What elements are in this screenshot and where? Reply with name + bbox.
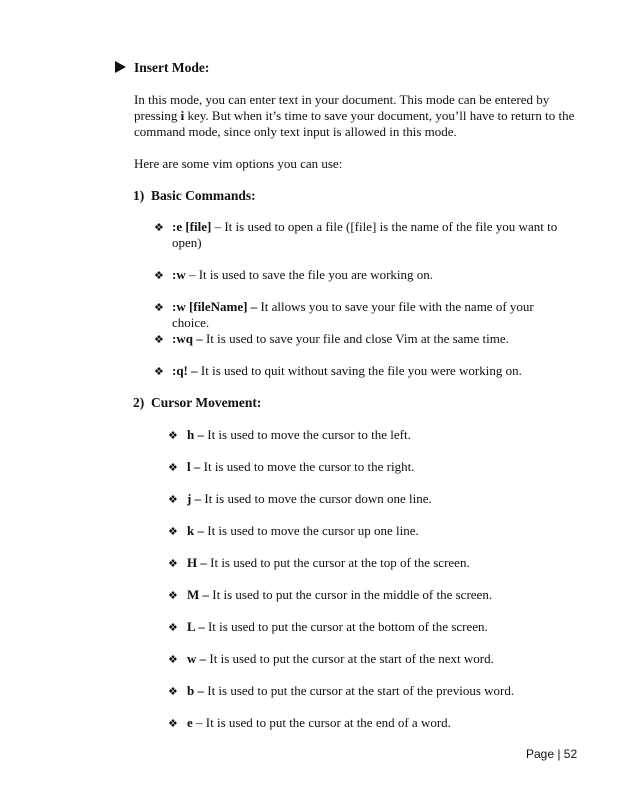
command-key: e	[187, 715, 193, 730]
section-title: Insert Mode:	[134, 60, 210, 75]
command-description: It is used to quit without saving the file you were working on.	[197, 363, 522, 378]
command-description: It is used to save your file and close Vim at the same time.	[202, 331, 509, 346]
diamond-dots-icon: ❖	[154, 222, 164, 234]
page-number: Page | 52	[526, 747, 578, 761]
diamond-dots-icon: ❖	[168, 686, 178, 698]
command-description: It is used to put the cursor in the middle of the screen.	[209, 587, 493, 602]
diamond-dots-icon: ❖	[168, 558, 178, 570]
list-item-text	[187, 523, 577, 539]
arrow-right-icon	[115, 61, 126, 73]
list-item-text	[187, 459, 577, 475]
command-key: h –	[187, 427, 204, 442]
command-description: – It is used to save the file you are working on.	[185, 267, 434, 282]
diamond-dots-icon: ❖	[168, 718, 178, 730]
diamond-dots-icon: ❖	[168, 462, 178, 474]
intro-text: In this mode, you can enter text in your document. This mode can be entered by pressing i key. But when it’s time to save your document, you’ll have to return to the command mode, since only text input is allowed in this mode.	[134, 92, 575, 139]
diamond-dots-icon: ❖	[168, 622, 178, 634]
basic-commands-title: 1) Basic Commands:	[133, 188, 256, 203]
section-heading	[115, 60, 209, 76]
command-key: H –	[187, 555, 207, 570]
command-description: It is used to move the cursor up one line.	[203, 523, 419, 538]
command-description: It is used to put the cursor at the start of the next word.	[206, 651, 494, 666]
command-description: It allows you to save your file with the name of your choice.	[172, 299, 534, 330]
command-key: :w [fileName] –	[172, 299, 258, 314]
intro-paragraph	[134, 92, 579, 140]
list-item-text	[172, 331, 572, 347]
diamond-dots-icon: ❖	[154, 366, 164, 378]
command-key: j –	[187, 491, 202, 506]
options-intro: Here are some vim options you can use:	[134, 156, 343, 171]
command-key: :w	[172, 267, 186, 282]
command-description: – It is used to open a file ([file] is the name of the file you want to open)	[172, 219, 558, 250]
command-description: It is used to move the cursor down one line.	[201, 491, 432, 506]
cursor-movement-title: 2) Cursor Movement:	[133, 395, 262, 410]
list-item-text	[172, 267, 572, 283]
command-key: w –	[187, 651, 207, 666]
diamond-dots-icon: ❖	[168, 654, 178, 666]
command-description: – It is used to put the cursor at the end of a word.	[192, 715, 451, 730]
command-key: b –	[187, 683, 204, 698]
command-key: :q! –	[172, 363, 198, 378]
command-key: :wq –	[172, 331, 203, 346]
list-item-text	[172, 363, 572, 379]
list-item-text	[187, 619, 577, 635]
diamond-dots-icon: ❖	[168, 494, 178, 506]
command-key: L –	[187, 619, 205, 634]
diamond-dots-icon: ❖	[154, 334, 164, 346]
diamond-dots-icon: ❖	[154, 302, 164, 314]
command-key: :e [file]	[172, 219, 212, 234]
list-item-text	[187, 651, 577, 667]
list-item-text	[187, 683, 577, 699]
command-description: It is used to put the cursor at the start of the previous word.	[203, 683, 515, 698]
diamond-dots-icon: ❖	[168, 430, 178, 442]
list-item-text	[187, 555, 577, 571]
command-key: k –	[187, 523, 204, 538]
diamond-dots-icon: ❖	[154, 270, 164, 282]
diamond-dots-icon: ❖	[168, 590, 178, 602]
list-item-text	[187, 715, 577, 731]
command-key: l –	[187, 459, 201, 474]
command-key: M –	[187, 587, 210, 602]
command-description: It is used to put the cursor at the top of the screen.	[206, 555, 470, 570]
command-description: It is used to move the cursor to the left.	[203, 427, 411, 442]
list-item-text	[187, 427, 577, 443]
list-item-text	[187, 587, 577, 603]
list-item-text	[187, 491, 577, 507]
command-description: It is used to put the cursor at the bottom of the screen.	[204, 619, 488, 634]
command-description: It is used to move the cursor to the right.	[200, 459, 415, 474]
diamond-dots-icon: ❖	[168, 526, 178, 538]
list-item-text	[172, 219, 572, 251]
list-item-text	[172, 299, 572, 331]
